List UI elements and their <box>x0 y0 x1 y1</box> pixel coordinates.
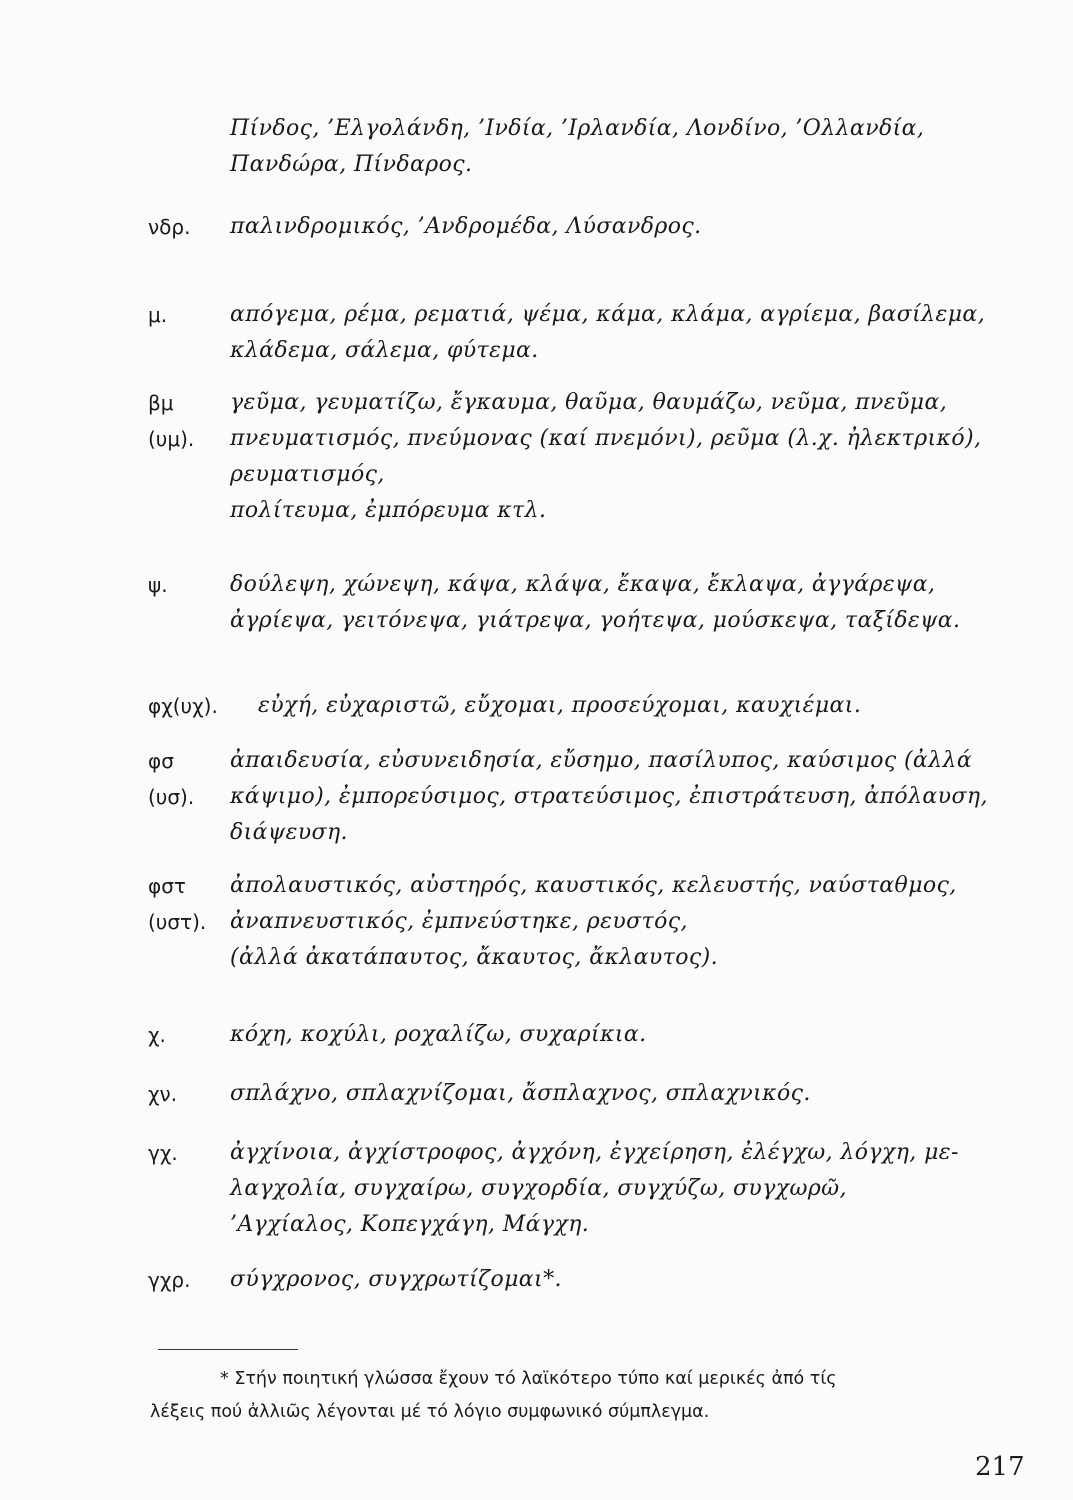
label-line: μ. <box>148 303 168 327</box>
label-line: χ. <box>148 1023 166 1047</box>
word-line: κάψιμο), ἐμπορεύσιμος, στρατεύσιμος, ἐπιστράτευση, ἀπόλαυση, <box>230 784 988 809</box>
word-line: λαγχολία, συγχαίρω, συγχορδία, συγχύζω, συγχωρῶ, <box>230 1176 847 1201</box>
label-line: (υμ). <box>148 427 195 451</box>
label-line: χν. <box>148 1082 178 1106</box>
label-line: νδρ. <box>148 215 191 239</box>
entry-words <box>230 1262 1030 1298</box>
label-line: φσ <box>148 749 174 773</box>
entry-label <box>148 1076 177 1112</box>
label-line: φχ(υχ). <box>148 694 218 718</box>
word-line: γεῦμα, γευματίζω, ἔγκαυμα, θαῦμα, θαυμάζω, νεῦμα, πνεῦμα, <box>230 390 948 415</box>
word-line: δούλεψη, χώνεψη, κάψα, κλάψα, ἔκαψα, ἔκλαψα, ἀγγάρεψα, <box>230 572 936 597</box>
entry-words <box>230 1017 1030 1053</box>
entry-words <box>230 743 1030 851</box>
entry-words <box>230 111 1030 183</box>
entry-label <box>148 1135 178 1171</box>
entry-words <box>230 1135 1030 1243</box>
word-line: ἀπολαυστικός, αὐστηρός, καυστικός, κελευστής, ναύσταθμος, <box>230 873 957 898</box>
label-line: γχρ. <box>148 1268 191 1292</box>
entry-words <box>230 868 1030 976</box>
footnote-divider <box>158 1349 298 1350</box>
word-line: διάψευση. <box>230 820 348 845</box>
word-line: παλινδρομικός, ’Ανδρομέδα, Λύσανδρος. <box>230 214 702 239</box>
word-line: ἀπαιδευσία, εὐσυνειδησία, εὔσημο, πασίλυπος, καύσιμος (ἀλλά <box>230 748 973 773</box>
word-line: εὐχή, εὐχαριστῶ, εὔχομαι, προσεύχομαι, καυχιέμαι. <box>258 693 862 718</box>
entry-words <box>258 688 1058 724</box>
word-line: σπλάχνο, σπλαχνίζομαι, ἄσπλαχνος, σπλαχνικός. <box>230 1081 811 1106</box>
entry-label <box>148 297 167 333</box>
word-line: πνευματισμός, πνεύμονας (καί πνεμόνι), ρεῦμα (λ.χ. ἠλεκτρικό), <box>230 426 982 451</box>
entry-label <box>148 1262 190 1298</box>
entry-label <box>148 567 168 603</box>
word-line: ρευματισμός, <box>230 462 385 487</box>
word-line: Πίνδος, ’Ελγολάνδη, ’Ινδία, ’Ιρλανδία, Λονδίνο, ’Ολλανδία, <box>230 116 925 141</box>
entry-label <box>148 868 206 940</box>
entry-words <box>230 385 1030 529</box>
word-line: ἀγρίεψα, γειτόνεψα, γιάτρεψα, γοήτεψα, μούσκεψα, ταξίδεψα. <box>230 608 961 633</box>
entry-label <box>148 743 194 815</box>
entry-words <box>230 567 1030 639</box>
entry-label <box>148 209 190 245</box>
label-line: βμ <box>148 391 174 415</box>
label-line: (υσ). <box>148 785 195 809</box>
word-line: (ἀλλά ἀκατάπαυτος, ἄκαυτος, ἄκλαυτος). <box>230 945 718 970</box>
word-line: κλάδεμα, σάλεμα, φύτεμα. <box>230 338 539 363</box>
entry-label <box>148 1017 166 1053</box>
entry-words <box>230 297 1030 369</box>
entry-label <box>148 385 194 457</box>
word-line: ’Αγχίαλος, Κοπεγχάγη, Μάγχη. <box>230 1212 590 1237</box>
word-line: πολίτευμα, ἐμπόρευμα κτλ. <box>230 498 547 523</box>
entry-words <box>230 209 1030 245</box>
word-line: ἀγχίνοια, ἀγχίστροφος, ἀγχόνη, ἐγχείρηση, ἐλέγχω, λόγχη, με- <box>230 1140 959 1165</box>
label-line: φστ <box>148 874 186 898</box>
label-line: ψ. <box>148 573 168 597</box>
word-line: απόγεμα, ρέμα, ρεματιά, ψέμα, κάμα, κλάμα, αγρίεμα, βασίλεμα, <box>230 302 986 327</box>
word-line: σύγχρονος, συγχρωτίζομαι*. <box>230 1267 562 1292</box>
label-line: γχ. <box>148 1141 178 1165</box>
entry-label <box>148 688 218 724</box>
word-line: Πανδώρα, Πίνδαρος. <box>230 152 473 177</box>
entry-words <box>230 1076 1030 1112</box>
word-line: ἀναπνευστικός, ἐμπνεύστηκε, ρευστός, <box>230 909 688 934</box>
label-line: (υστ). <box>148 910 207 934</box>
page-number: 217 <box>975 1452 1025 1482</box>
word-line: κόχη, κοχύλι, ροχαλίζω, συχαρίκια. <box>230 1022 647 1047</box>
footnote-line: * Στήν ποιητική γλώσσα ἔχουν τό λαϊκότερο τύπο καί μερικές ἀπό τίς <box>220 1369 837 1389</box>
footnote <box>150 1363 1030 1429</box>
footnote-line: λέξεις πού ἀλλιῶς λέγονται μέ τό λόγιο συμφωνικό σύμπλεγμα. <box>150 1402 710 1422</box>
